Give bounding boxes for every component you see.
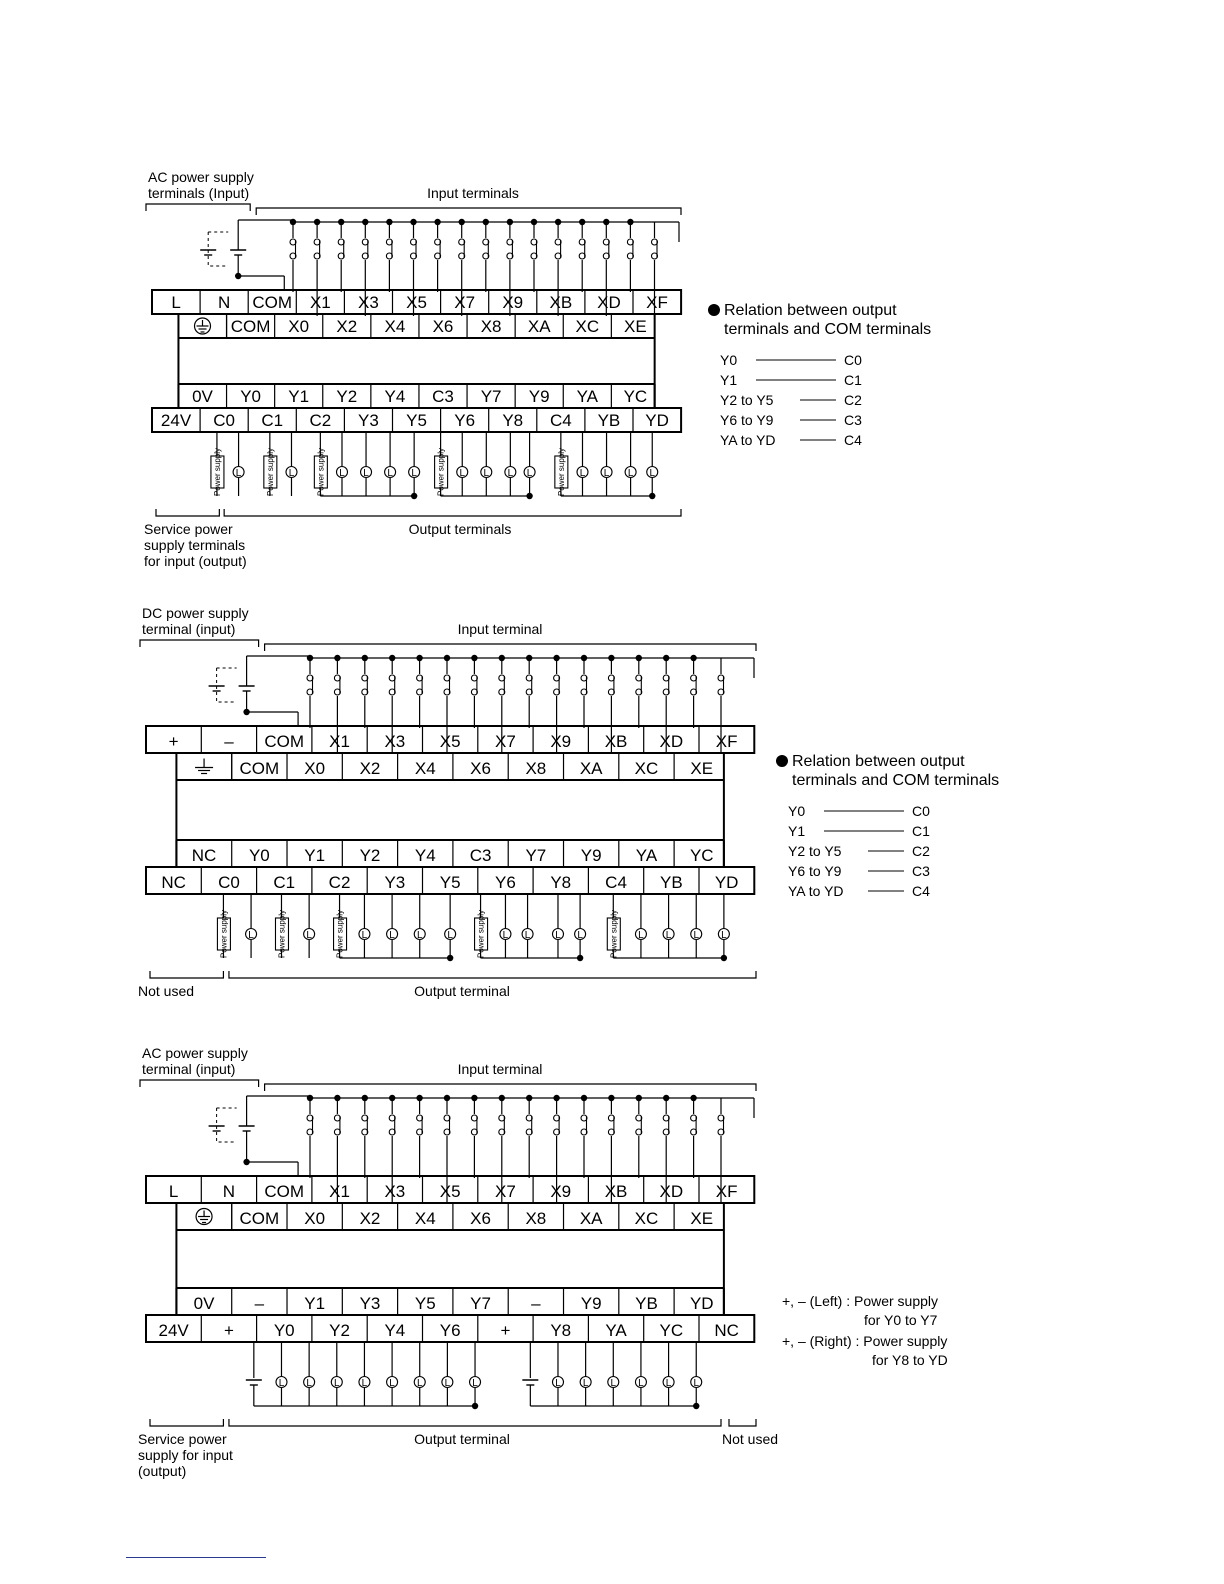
load-symbol: L — [411, 468, 417, 479]
terminal-label: – — [254, 1294, 265, 1313]
terminal-label: X5 — [439, 732, 461, 751]
bullet-icon — [708, 304, 720, 316]
terminal-block-outline — [146, 726, 754, 894]
terminal-label: YD — [645, 411, 669, 430]
relation-output: YA to YD — [788, 883, 844, 899]
terminal-label: X7 — [495, 1182, 516, 1201]
terminal-diagram-dc-relay — [0, 596, 1224, 1006]
terminal-label: YD — [689, 1294, 714, 1313]
terminal-label: C2 — [309, 411, 332, 430]
terminal-label: COM — [264, 1182, 305, 1201]
terminal-label: C3 — [432, 387, 454, 406]
junction-dot — [721, 955, 727, 961]
relation-output: Y2 to Y5 — [788, 843, 842, 859]
load-symbol: L — [306, 930, 312, 941]
dashed-ground-wire — [208, 232, 228, 266]
terminal-label: XA — [579, 759, 603, 778]
power-terminal-label: AC power supply — [148, 169, 254, 185]
terminal-label: X9 — [550, 1182, 572, 1201]
terminal-label: Y4 — [414, 846, 436, 865]
terminal-label: COM — [239, 1209, 280, 1228]
terminal-label: Y0 — [240, 387, 262, 406]
relation-com: C3 — [912, 863, 930, 879]
bracket — [140, 640, 259, 647]
terminal-label: – — [531, 1294, 541, 1313]
power-supply-label: Power supply — [265, 447, 275, 497]
load-symbol: L — [416, 1378, 423, 1389]
terminal-label: Y5 — [406, 411, 427, 430]
junction-dot — [472, 1403, 478, 1409]
terminal-label: Y2 — [329, 1321, 350, 1340]
relation-output: Y0 — [788, 803, 806, 819]
junction-dot — [411, 493, 417, 499]
terminal-label: 24V — [158, 1321, 189, 1340]
load-symbol: L — [389, 930, 395, 941]
terminal-label: NC — [161, 873, 186, 892]
load-symbol: L — [582, 1378, 589, 1389]
terminal-label: Y1 — [288, 387, 310, 406]
load-symbol: L — [416, 930, 423, 941]
terminal-label: XC — [634, 1209, 659, 1228]
terminal-label: C4 — [605, 873, 627, 892]
terminal-label: X4 — [414, 759, 436, 778]
relation-title: terminals and COM terminals — [724, 321, 932, 338]
earth-ground-icon — [195, 318, 211, 334]
terminal-label: Y4 — [384, 387, 406, 406]
dashed-ground-wire — [217, 668, 237, 702]
relation-com: C3 — [844, 412, 862, 428]
input-terminal-label: Input terminal — [457, 621, 543, 637]
terminal-label: C1 — [273, 873, 296, 892]
bottom-left-label: Service power — [138, 1431, 227, 1447]
terminal-label: Y9 — [580, 846, 602, 865]
terminal-label: XB — [604, 1182, 628, 1201]
relation-title: Relation between output — [724, 302, 897, 319]
terminal-label: X5 — [439, 1182, 461, 1201]
relation-output: Y1 — [788, 823, 806, 839]
bottom-left-label: supply terminals — [144, 537, 246, 553]
input-terminal-label: Input terminals — [427, 185, 519, 201]
terminal-label: 0V — [192, 387, 213, 406]
terminal-label: X6 — [432, 317, 454, 336]
input-terminal-label: Input terminal — [457, 1061, 543, 1077]
terminal-label: NC — [714, 1321, 739, 1340]
relation-title: terminals and COM terminals — [792, 772, 1000, 789]
terminal-label: XE — [690, 1209, 714, 1228]
dashed-ground-wire — [217, 1108, 237, 1142]
relation-output: Y2 to Y5 — [720, 392, 774, 408]
bottom-left-label: Service power — [144, 521, 233, 537]
terminal-diagram-ac-transistor — [0, 1036, 1224, 1486]
note-line: for Y8 to YD — [872, 1352, 948, 1368]
terminal-label: Y0 — [273, 1321, 295, 1340]
load-symbol: L — [603, 468, 610, 479]
note-line: +, – (Right) : Power supply — [782, 1333, 948, 1349]
bracket — [140, 1080, 259, 1087]
load-symbol: L — [638, 930, 644, 941]
terminal-label: X1 — [309, 293, 331, 312]
relation-output: Y6 to Y9 — [720, 412, 774, 428]
terminal-label: Y7 — [470, 1294, 491, 1313]
power-terminal-label: terminal (input) — [142, 1061, 236, 1077]
terminal-label: X5 — [406, 293, 427, 312]
terminal-label: X1 — [329, 732, 350, 751]
terminal-label: Y8 — [502, 411, 524, 430]
bracket — [229, 1419, 721, 1426]
bracket — [156, 509, 219, 516]
terminal-label: Y6 — [495, 873, 516, 892]
terminal-label: YB — [597, 411, 621, 430]
load-symbol: L — [363, 468, 369, 479]
relation-com: C4 — [844, 432, 862, 448]
junction-dot — [577, 955, 583, 961]
load-symbol: L — [507, 468, 514, 479]
terminal-label: X1 — [329, 1182, 350, 1201]
terminal-label: X8 — [480, 317, 502, 336]
terminal-label: Y3 — [358, 411, 379, 430]
terminal-label: C0 — [218, 873, 240, 892]
terminal-label: COM — [264, 732, 305, 751]
load-symbol: L — [483, 468, 490, 479]
terminal-label: Y9 — [580, 1294, 602, 1313]
terminal-label: X2 — [359, 759, 381, 778]
terminal-label: XE — [690, 759, 714, 778]
terminal-label: Y6 — [439, 1321, 461, 1340]
terminal-label: + — [500, 1321, 511, 1340]
load-symbol: L — [721, 930, 727, 941]
terminal-label: Y4 — [384, 1321, 406, 1340]
terminal-label: Y0 — [248, 846, 270, 865]
terminal-label: X0 — [304, 1209, 326, 1228]
terminal-label: Y3 — [384, 873, 406, 892]
junction-dot — [447, 955, 453, 961]
output-terminal-label: Output terminal — [414, 983, 510, 999]
not-used-label: Not used — [722, 1431, 779, 1447]
terminal-diagram-ac-relay — [0, 160, 1224, 569]
terminal-label: XC — [575, 317, 600, 336]
terminal-label: Y7 — [525, 846, 547, 865]
load-symbol: L — [306, 1378, 312, 1389]
terminal-label: YB — [635, 1294, 658, 1313]
terminal-label: Y5 — [414, 1294, 436, 1313]
terminal-label: YA — [635, 846, 658, 865]
bracket — [146, 204, 250, 211]
terminal-label: N — [218, 293, 231, 312]
power-terminal-label: DC power supply — [142, 605, 249, 621]
bracket — [265, 1084, 756, 1091]
junction-dot — [693, 1403, 699, 1409]
terminal-label: Y1 — [304, 1294, 326, 1313]
terminal-label: Y8 — [550, 873, 572, 892]
relation-output: Y0 — [720, 352, 738, 368]
terminal-label: 24V — [160, 411, 192, 430]
terminal-label: YB — [660, 873, 683, 892]
terminal-label: YC — [689, 846, 714, 865]
load-symbol: L — [665, 930, 672, 941]
power-supply-label: Power supply — [316, 447, 326, 497]
terminal-label: C2 — [328, 873, 351, 892]
terminal-label: C3 — [469, 846, 492, 865]
terminal-label: XD — [659, 732, 684, 751]
terminal-label: YA — [576, 387, 599, 406]
terminal-label: Y5 — [439, 873, 461, 892]
terminal-label: X2 — [359, 1209, 381, 1228]
terminal-label: Y7 — [480, 387, 502, 406]
load-symbol: L — [524, 930, 531, 941]
relation-output: YA to YD — [720, 432, 776, 448]
terminal-label: C4 — [549, 411, 572, 430]
terminal-label: Y3 — [359, 1294, 381, 1313]
footnote-rule — [126, 1557, 266, 1558]
load-symbol: L — [555, 930, 561, 941]
earth-ground-icon — [196, 1209, 212, 1225]
power-terminal-label: terminals (Input) — [148, 185, 250, 201]
load-symbol: L — [387, 468, 393, 479]
terminal-label: 0V — [193, 1294, 215, 1313]
terminal-label: + — [168, 732, 179, 751]
load-symbol: L — [627, 468, 634, 479]
terminal-label: X7 — [454, 293, 476, 312]
load-symbol: L — [278, 1378, 285, 1389]
power-supply-label: Power supply — [335, 909, 345, 959]
relation-output: Y1 — [720, 372, 738, 388]
load-symbol: L — [502, 930, 509, 941]
terminal-label: X2 — [336, 317, 358, 336]
terminal-label: Y1 — [304, 846, 326, 865]
terminal-label: Y9 — [528, 387, 550, 406]
load-symbol: L — [638, 1378, 644, 1389]
output-terminal-label: Output terminal — [414, 1431, 510, 1447]
terminal-label: XB — [549, 293, 573, 312]
load-symbol: L — [288, 468, 295, 479]
relation-com: C0 — [912, 803, 930, 819]
load-symbol: L — [472, 1378, 478, 1389]
load-symbol: L — [610, 1378, 617, 1389]
terminal-label: YA — [605, 1321, 627, 1340]
load-symbol: L — [248, 930, 254, 941]
load-symbol: L — [389, 1378, 395, 1389]
bracket — [150, 971, 223, 978]
bottom-left-label: Not used — [138, 983, 195, 999]
junction-dot — [649, 493, 655, 499]
terminal-label: X3 — [384, 732, 406, 751]
terminal-label: X6 — [470, 759, 491, 778]
terminal-label: XA — [579, 1209, 603, 1228]
power-supply-label: Power supply — [219, 909, 229, 959]
terminal-label: XD — [659, 1182, 684, 1201]
load-symbol: L — [361, 1378, 368, 1389]
terminal-label: L — [171, 293, 181, 312]
terminal-label: Y2 — [336, 387, 358, 406]
relation-com: C2 — [912, 843, 930, 859]
power-supply-label: Power supply — [212, 447, 222, 497]
load-symbol: L — [339, 468, 345, 479]
terminal-label: X3 — [358, 293, 379, 312]
junction-dot — [526, 493, 532, 499]
power-supply-label: Power supply — [609, 909, 619, 959]
load-symbol: L — [444, 1378, 451, 1389]
terminal-label: Y8 — [550, 1321, 572, 1340]
output-terminal-label: Output terminals — [408, 521, 512, 537]
relation-com: C0 — [844, 352, 862, 368]
bullet-icon — [776, 755, 788, 767]
power-supply-label: Power supply — [476, 909, 486, 959]
load-symbol: L — [577, 930, 583, 941]
load-symbol: L — [526, 468, 533, 479]
terminal-label: X6 — [470, 1209, 491, 1228]
terminal-label: XF — [715, 1182, 738, 1201]
bracket — [256, 208, 681, 215]
load-symbol: L — [447, 930, 453, 941]
load-symbol: L — [555, 1378, 561, 1389]
load-symbol: L — [235, 468, 242, 479]
terminal-label: COM — [252, 293, 293, 312]
bottom-left-label: (output) — [138, 1463, 187, 1479]
terminal-label: – — [224, 732, 234, 751]
relation-com: C4 — [912, 883, 930, 899]
terminal-label: Y2 — [359, 846, 381, 865]
terminal-label: C1 — [261, 411, 284, 430]
load-symbol: L — [459, 468, 466, 479]
terminal-label: C0 — [213, 411, 236, 430]
terminal-label: L — [168, 1182, 179, 1201]
terminal-label: X0 — [304, 759, 326, 778]
terminal-label: X7 — [495, 732, 516, 751]
terminal-label: XF — [646, 293, 668, 312]
terminal-label: COM — [239, 759, 280, 778]
terminal-label: XF — [715, 732, 738, 751]
terminal-label: XD — [597, 293, 621, 312]
terminal-label: X0 — [288, 317, 310, 336]
load-symbol: L — [334, 1378, 340, 1389]
load-symbol: L — [665, 1378, 672, 1389]
bracket — [729, 1419, 756, 1426]
load-symbol: L — [579, 468, 586, 479]
terminal-label: N — [222, 1182, 236, 1201]
bottom-left-label: supply for input — [138, 1447, 233, 1463]
bottom-left-label: for input (output) — [144, 553, 247, 569]
load-symbol: L — [693, 930, 700, 941]
power-terminal-label: terminal (input) — [142, 621, 236, 637]
relation-com: C1 — [912, 823, 930, 839]
terminal-label: YC — [623, 387, 648, 406]
relation-title: Relation between output — [792, 753, 965, 770]
load-symbol: L — [693, 1378, 700, 1389]
note-line: for Y0 to Y7 — [864, 1312, 938, 1328]
power-terminal-label: AC power supply — [142, 1045, 248, 1061]
power-supply-label: Power supply — [436, 447, 446, 497]
load-symbol: L — [361, 930, 368, 941]
terminal-label: Y6 — [454, 411, 476, 430]
load-symbol: L — [649, 468, 656, 479]
terminal-label: X9 — [502, 293, 524, 312]
terminal-label: XC — [634, 759, 659, 778]
terminal-label: X4 — [414, 1209, 436, 1228]
frame-ground-icon — [195, 759, 213, 774]
bracket — [265, 644, 756, 651]
terminal-label: + — [223, 1321, 234, 1340]
terminal-label: XB — [604, 732, 628, 751]
bracket — [224, 509, 681, 516]
note-line: +, – (Left) : Power supply — [782, 1293, 939, 1309]
terminal-label: COM — [230, 317, 271, 336]
terminal-label: X8 — [525, 1209, 547, 1228]
terminal-label: YD — [714, 873, 739, 892]
terminal-label: X9 — [550, 732, 572, 751]
power-supply-label: Power supply — [277, 909, 287, 959]
relation-output: Y6 to Y9 — [788, 863, 842, 879]
relation-com: C1 — [844, 372, 862, 388]
terminal-label: X8 — [525, 759, 547, 778]
terminal-label: X3 — [384, 1182, 406, 1201]
terminal-label: NC — [191, 846, 217, 865]
bracket — [150, 1419, 223, 1426]
relation-com: C2 — [844, 392, 862, 408]
terminal-label: XE — [624, 317, 647, 336]
terminal-label: YC — [659, 1321, 684, 1340]
terminal-label: XA — [527, 317, 551, 336]
terminal-label: X4 — [384, 317, 406, 336]
power-supply-label: Power supply — [556, 447, 566, 497]
bracket — [229, 971, 756, 978]
